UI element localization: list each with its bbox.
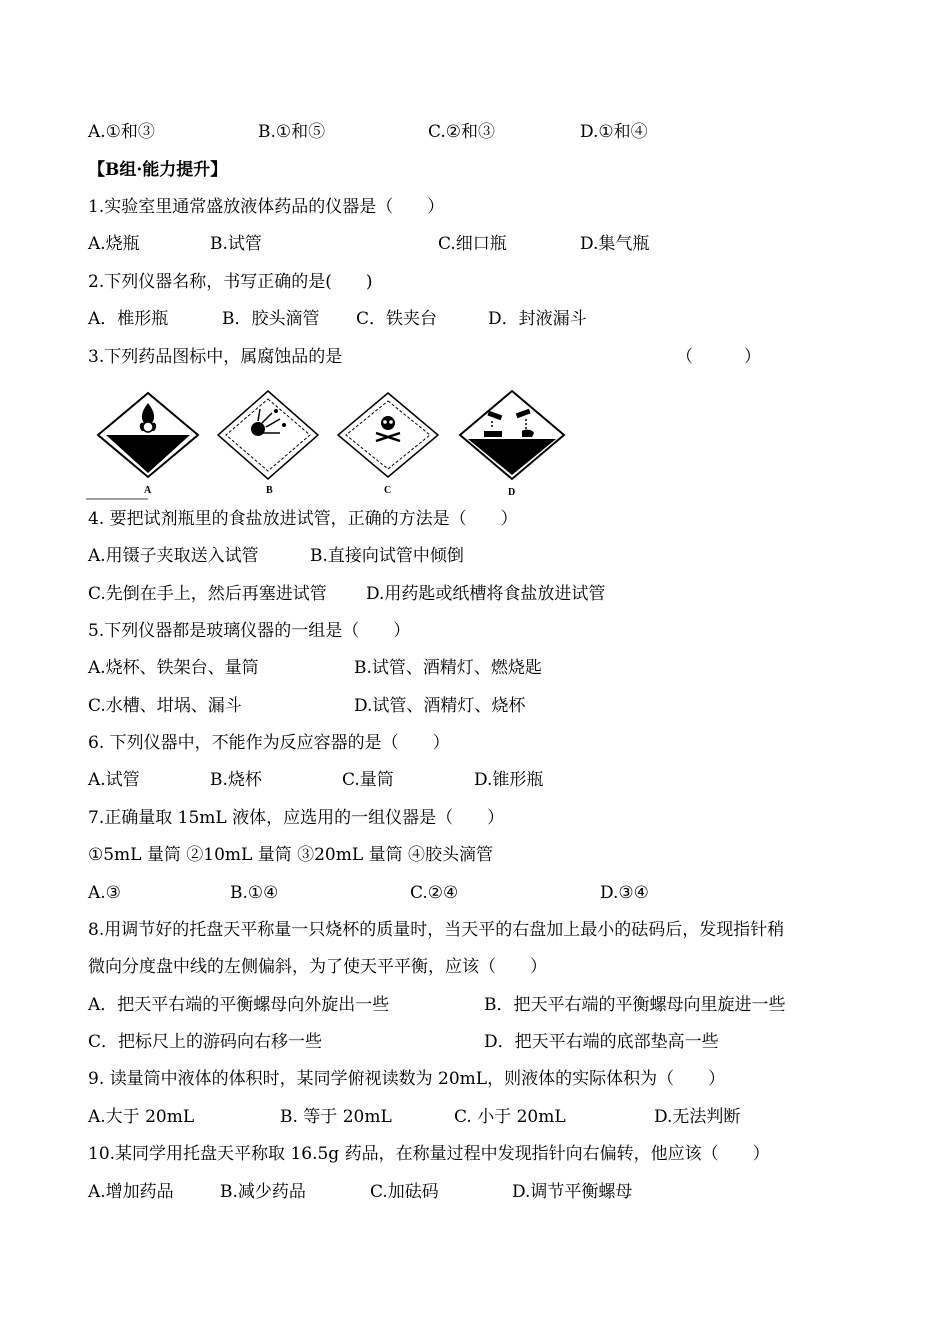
option-b: B.①和⑤ <box>258 122 326 142</box>
question-3-stem: 3.下列药品图标中，属腐蚀品的是 <box>88 347 343 367</box>
sign-label-b: B <box>266 485 273 496</box>
question-7-items: ①5mL 量筒 ②10mL 量筒 ③20mL 量筒 ④胶头滴管 <box>88 845 493 865</box>
q7-option-a: A.③ <box>88 883 121 903</box>
option-d: D.①和④ <box>580 122 648 142</box>
q10-option-a: A.增加药品 <box>88 1182 174 1202</box>
q5-option-d: D.试管、酒精灯、烧杯 <box>354 696 526 716</box>
q9-option-d: D.无法判断 <box>654 1107 741 1127</box>
corrosive-icon <box>460 391 564 479</box>
option-a: A.①和③ <box>88 122 155 142</box>
section-title: 【B组·能力提升】 <box>88 160 228 180</box>
q8-option-b: B．把天平右端的平衡螺母向里旋进一些 <box>484 995 786 1015</box>
question-9-stem: 9. 读量筒中液体的体积时，某同学俯视读数为 20mL，则液体的实际体积为（ ） <box>88 1069 726 1089</box>
explosive-icon <box>218 391 318 479</box>
q7-option-b: B.①④ <box>230 883 279 903</box>
question-1-stem: 1.实验室里通常盛放液体药品的仪器是（ ） <box>88 197 445 217</box>
q6-option-b: B.烧杯 <box>210 770 262 790</box>
question-8-stem-line1: 8.用调节好的托盘天平称量一只烧杯的质量时，当天平的右盘加上最小的砝码后，发现指针稍 <box>88 920 785 940</box>
sign-label-c: C <box>384 485 392 496</box>
question-4-stem: 4. 要把试剂瓶里的食盐放进试管，正确的方法是（ ） <box>88 509 518 529</box>
sign-label-d: D <box>508 487 516 498</box>
q5-option-b: B.试管、酒精灯、燃烧匙 <box>354 658 542 678</box>
toxic-skull-icon <box>338 393 438 477</box>
q10-option-d: D.调节平衡螺母 <box>512 1182 633 1202</box>
q10-option-b: B.减少药品 <box>220 1182 306 1202</box>
q2-option-a: A．椎形瓶 <box>88 309 169 329</box>
q8-option-a: A．把天平右端的平衡螺母向外旋出一些 <box>88 995 390 1015</box>
q1-option-c: C.细口瓶 <box>438 234 507 254</box>
q4-option-b: B.直接向试管中倾倒 <box>310 546 464 566</box>
oxidizer-flame-icon <box>98 393 198 477</box>
q4-option-c: C.先倒在手上，然后再塞进试管 <box>88 584 327 604</box>
sign-label-a: A <box>144 485 152 496</box>
question-10-stem: 10.某同学用托盘天平称取 16.5g 药品，在称量过程中发现指针向右偏转，他应该（ ） <box>88 1144 770 1164</box>
q1-option-d: D.集气瓶 <box>580 234 650 254</box>
q7-option-c: C.②④ <box>410 883 459 903</box>
q10-option-c: C.加砝码 <box>370 1182 439 1202</box>
q5-option-a: A.烧杯、铁架台、量筒 <box>88 658 259 678</box>
option-c: C.②和③ <box>428 122 496 142</box>
question-3-blank: （ ） <box>676 347 761 367</box>
question-8-stem-line2: 微向分度盘中线的左侧偏斜，为了使天平平衡，应该（ ） <box>88 957 547 977</box>
q1-option-b: B.试管 <box>210 234 262 254</box>
q6-option-d: D.锥形瓶 <box>474 770 544 790</box>
q2-option-c: C．铁夹台 <box>356 309 438 329</box>
question-5-stem: 5.下列仪器都是玻璃仪器的一组是（ ） <box>88 621 411 641</box>
hazard-signs-figure <box>86 383 586 503</box>
q5-option-c: C.水槽、坩埚、漏斗 <box>88 696 242 716</box>
q2-option-d: D．封液漏斗 <box>488 309 587 329</box>
q2-option-b: B．胶头滴管 <box>222 309 320 329</box>
q6-option-a: A.试管 <box>88 770 140 790</box>
q8-option-c: C．把标尺上的游码向右移一些 <box>88 1032 323 1052</box>
q8-option-d: D．把天平右端的底部垫高一些 <box>484 1032 719 1052</box>
q4-option-a: A.用镊子夹取送入试管 <box>88 546 259 566</box>
q6-option-c: C.量筒 <box>342 770 394 790</box>
q9-option-a: A.大于 20mL <box>88 1107 195 1127</box>
question-7-stem: 7.正确量取 15mL 液体，应选用的一组仪器是（ ） <box>88 808 505 828</box>
q9-option-b: B. 等于 20mL <box>280 1107 392 1127</box>
q4-option-d: D.用药匙或纸槽将食盐放进试管 <box>366 584 606 604</box>
q1-option-a: A.烧瓶 <box>88 234 140 254</box>
q9-option-c: C. 小于 20mL <box>454 1107 566 1127</box>
question-2-stem: 2.下列仪器名称，书写正确的是( ) <box>88 272 373 292</box>
q7-option-d: D.③④ <box>600 883 649 903</box>
question-6-stem: 6. 下列仪器中，不能作为反应容器的是（ ） <box>88 733 450 753</box>
